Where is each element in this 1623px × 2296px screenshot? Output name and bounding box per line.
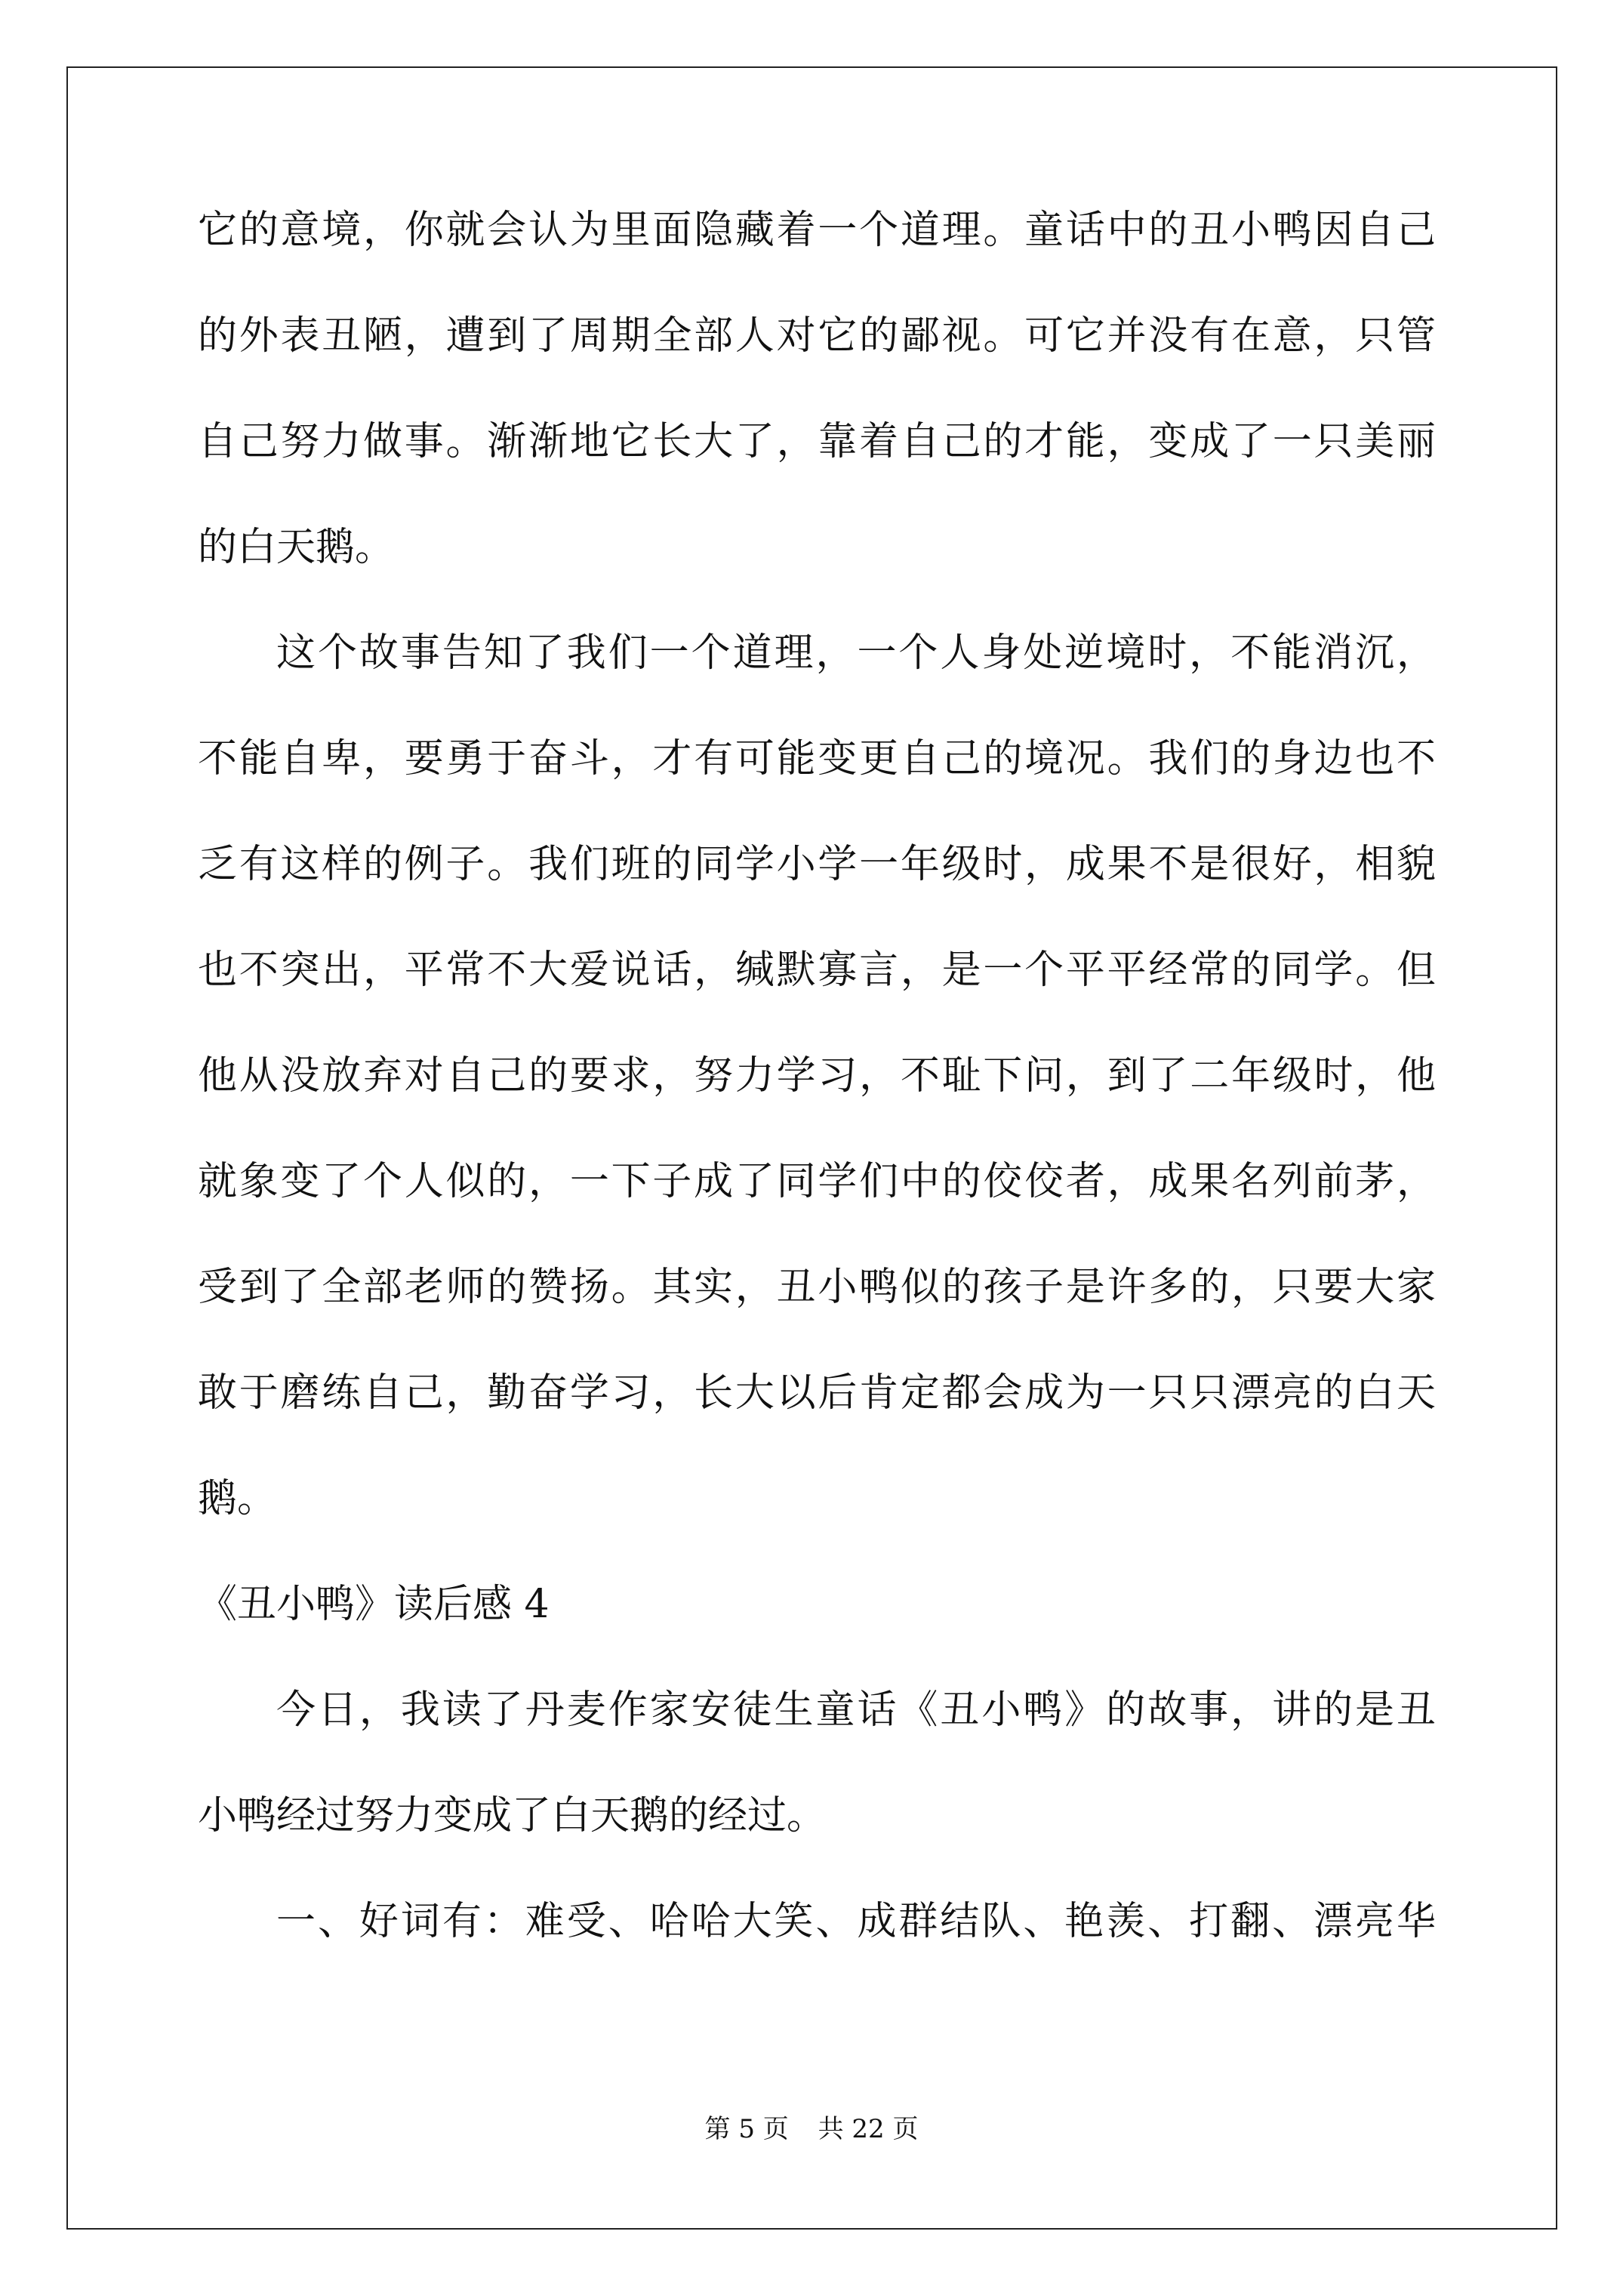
text-line: 鹅。 [198,1476,277,1521]
text-line: 就象变了个人似的，一下子成了同学们中的佼佼者，成果名列前茅， [198,1159,1436,1204]
text-line: 乏有这样的例子。我们班的同学小学一年级时，成果不是很好，相貌 [198,842,1436,887]
text-line: 今日，我读了丹麦作家安徒生童话《丑小鸭》的故事，讲的是丑 [276,1687,1436,1733]
text-line: 自己努力做事。渐渐地它长大了，靠着自己的才能，变成了一只美丽 [198,419,1436,464]
document-body [198,193,1436,1989]
text-line: 的外表丑陋，遭到了周期全部人对它的鄙视。可它并没有在意，只管 [198,313,1436,359]
text-line: 也不突出，平常不大爱说话，缄默寡言，是一个平平经常的同学。但 [198,948,1436,993]
text-line: 小鸭经过努力变成了白天鹅的经过。 [198,1793,827,1838]
text-line: 这个故事告知了我们一个道理，一个人身处逆境时，不能消沉， [276,630,1436,676]
page-total: 共 22 页 [818,2114,919,2144]
text-line: 它的意境，你就会认为里面隐藏着一个道理。童话中的丑小鸭因自己 [198,208,1436,253]
text-line: 敢于磨练自己，勤奋学习，长大以后肯定都会成为一只只漂亮的白天 [198,1370,1436,1416]
text-line: 不能自卑，要勇于奋斗，才有可能变更自己的境况。我们的身边也不 [198,736,1436,781]
text-line: 他从没放弃对自己的要求，努力学习，不耻下问，到了二年级时，他 [198,1053,1436,1099]
section-heading: 《丑小鸭》读后感 4 [198,1582,550,1627]
page-number: 第 5 页 [704,2114,789,2144]
text-line: 的白天鹅。 [198,525,395,570]
text-line: 一、好词有：难受、哈哈大笑、成群结队、艳羡、打翻、漂亮华 [276,1899,1436,1944]
text-line: 受到了全部老师的赞扬。其实，丑小鸭似的孩子是许多的，只要大家 [198,1265,1436,1310]
page-footer [0,2114,1623,2144]
